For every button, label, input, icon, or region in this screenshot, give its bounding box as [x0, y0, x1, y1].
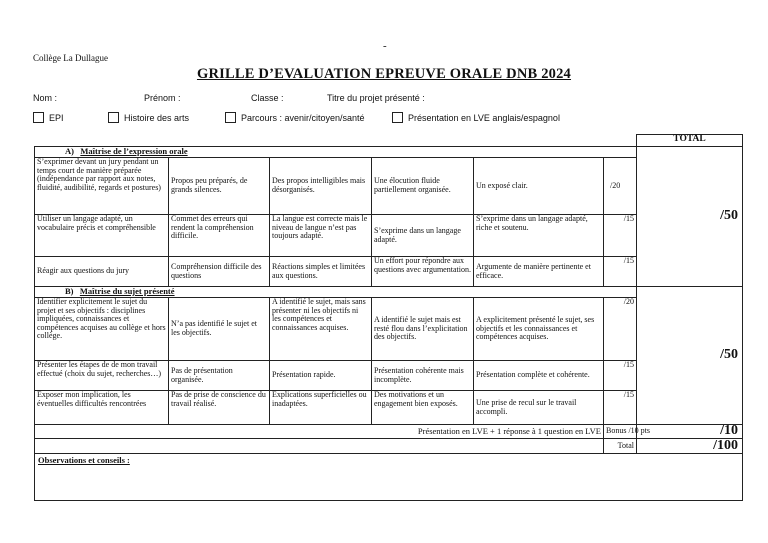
evaluation-grid: [34, 134, 743, 501]
header-row: [35, 135, 743, 147]
header-dash: -: [383, 40, 387, 52]
level-cell: S’exprime dans un langage adapté.: [372, 215, 474, 257]
checkbox-icon[interactable]: [225, 112, 236, 123]
level-cell: Un exposé clair.: [474, 158, 604, 215]
level-cell: Propos peu préparés, de grands silences.: [169, 158, 270, 215]
total-label: Total: [604, 439, 637, 454]
level-cell: La langue est correcte mais le niveau de langue n’est pas toujours adapté.: [270, 215, 372, 257]
lve-row: [35, 425, 743, 439]
level-cell: Une prise de recul sur le travail accompli.: [474, 391, 604, 425]
option-epi[interactable]: [33, 112, 64, 123]
criterion-cell: S’exprimer devant un jury pendant un temps court de manière préparée (indépendance par rapport aux notes, fluidité, audibilité, regards et postures): [35, 158, 169, 215]
level-cell: A identifié le sujet mais est resté flou dans l’explicitation des objectifs.: [372, 298, 474, 361]
table-row: [35, 361, 743, 391]
bonus-label: Bonus /10 pts: [604, 425, 637, 439]
option-label: Présentation en LVE anglais/espagnol: [408, 112, 560, 123]
option-histoire-des-arts[interactable]: [108, 112, 189, 123]
level-cell: N’a pas identifié le sujet et les objectifs.: [169, 298, 270, 361]
option-label: EPI: [49, 112, 64, 123]
section-a-title: A) Maîtrise de l’expression orale: [35, 147, 637, 158]
field-titre-projet[interactable]: Titre du projet présenté :: [327, 93, 425, 103]
points-cell[interactable]: /15: [604, 391, 637, 425]
level-cell: Présentation rapide.: [270, 361, 372, 391]
points-cell[interactable]: /15: [604, 257, 637, 287]
option-parcours[interactable]: [225, 112, 365, 123]
option-lve[interactable]: [392, 112, 560, 123]
level-cell: Présentation cohérente mais incomplète.: [372, 361, 474, 391]
checkbox-icon[interactable]: [108, 112, 119, 123]
checkbox-icon[interactable]: [33, 112, 44, 123]
table-row: [35, 257, 743, 287]
level-cell: S’exprime dans un langage adapté, riche et soutenu.: [474, 215, 604, 257]
page-title: GRILLE D’EVALUATION EPREUVE ORALE DNB 2024: [196, 66, 572, 82]
table-row: [35, 158, 743, 215]
total-header: TOTAL: [637, 135, 743, 147]
field-prenom[interactable]: Prénom :: [144, 93, 181, 103]
table-row: [35, 215, 743, 257]
table-row: [35, 391, 743, 425]
field-classe[interactable]: Classe :: [251, 93, 284, 103]
criterion-cell: Exposer mon implication, les éventuelles difficultés rencontrées: [35, 391, 169, 425]
points-cell[interactable]: /15: [604, 215, 637, 257]
level-cell: Un effort pour répondre aux questions avec argumentation.: [372, 257, 474, 287]
level-cell: Argumente de manière pertinente et efficace.: [474, 257, 604, 287]
total-a: /50: [637, 147, 743, 287]
section-b-title: B) Maîtrise du sujet présenté: [35, 287, 637, 298]
college-name: Collège La Dullague: [33, 53, 108, 63]
section-b-row: [35, 287, 743, 298]
observations-row: [35, 454, 743, 501]
observations-label: Observations et conseils :: [38, 455, 130, 465]
grand-total[interactable]: /100: [637, 439, 743, 454]
observations-box[interactable]: [35, 454, 743, 501]
section-a-row: [35, 147, 743, 158]
criterion-cell: Réagir aux questions du jury: [35, 257, 169, 287]
lve-label: Présentation en LVE + 1 réponse à 1 question en LVE: [35, 425, 604, 439]
level-cell: A explicitement présenté le sujet, ses objectifs et les connaissances et compétences acquises.: [474, 298, 604, 361]
level-cell: Présentation complète et cohérente.: [474, 361, 604, 391]
criterion-cell: Identifier explicitement le sujet du projet et ses objectifs : disciplines impliquées, connaissances et compétences acquises au collège et hors collège.: [35, 298, 169, 361]
level-cell: Des propos intelligibles mais désorganisés.: [270, 158, 372, 215]
level-cell: Compréhension difficile des questions: [169, 257, 270, 287]
points-cell[interactable]: /20: [604, 158, 637, 215]
level-cell: Réactions simples et limitées aux questions.: [270, 257, 372, 287]
total-row: [35, 439, 743, 454]
level-cell: A identifié le sujet, mais sans présenter ni les objectifs ni les compétences et connaissances acquises.: [270, 298, 372, 361]
level-cell: Explications superficielles ou inadaptées.: [270, 391, 372, 425]
level-cell: Commet des erreurs qui rendent la compréhension difficile.: [169, 215, 270, 257]
points-cell[interactable]: /15: [604, 361, 637, 391]
level-cell: Des motivations et un engagement bien exposés.: [372, 391, 474, 425]
points-cell[interactable]: /20: [604, 298, 637, 361]
criterion-cell: Présenter les étapes de de mon travail effectué (choix du sujet, recherches…): [35, 361, 169, 391]
option-label: Histoire des arts: [124, 112, 190, 123]
total-b: /50: [637, 287, 743, 425]
bonus-total[interactable]: /10: [637, 425, 743, 439]
level-cell: Une élocution fluide partiellement organisée.: [372, 158, 474, 215]
level-cell: Pas de présentation organisée.: [169, 361, 270, 391]
criterion-cell: Utiliser un langage adapté, un vocabulaire précis et compréhensible: [35, 215, 169, 257]
checkbox-icon[interactable]: [392, 112, 403, 123]
table-row: [35, 298, 743, 361]
option-label: Parcours : avenir/citoyen/santé: [241, 112, 365, 123]
level-cell: Pas de prise de conscience du travail réalisé.: [169, 391, 270, 425]
field-nom[interactable]: Nom :: [33, 93, 58, 103]
